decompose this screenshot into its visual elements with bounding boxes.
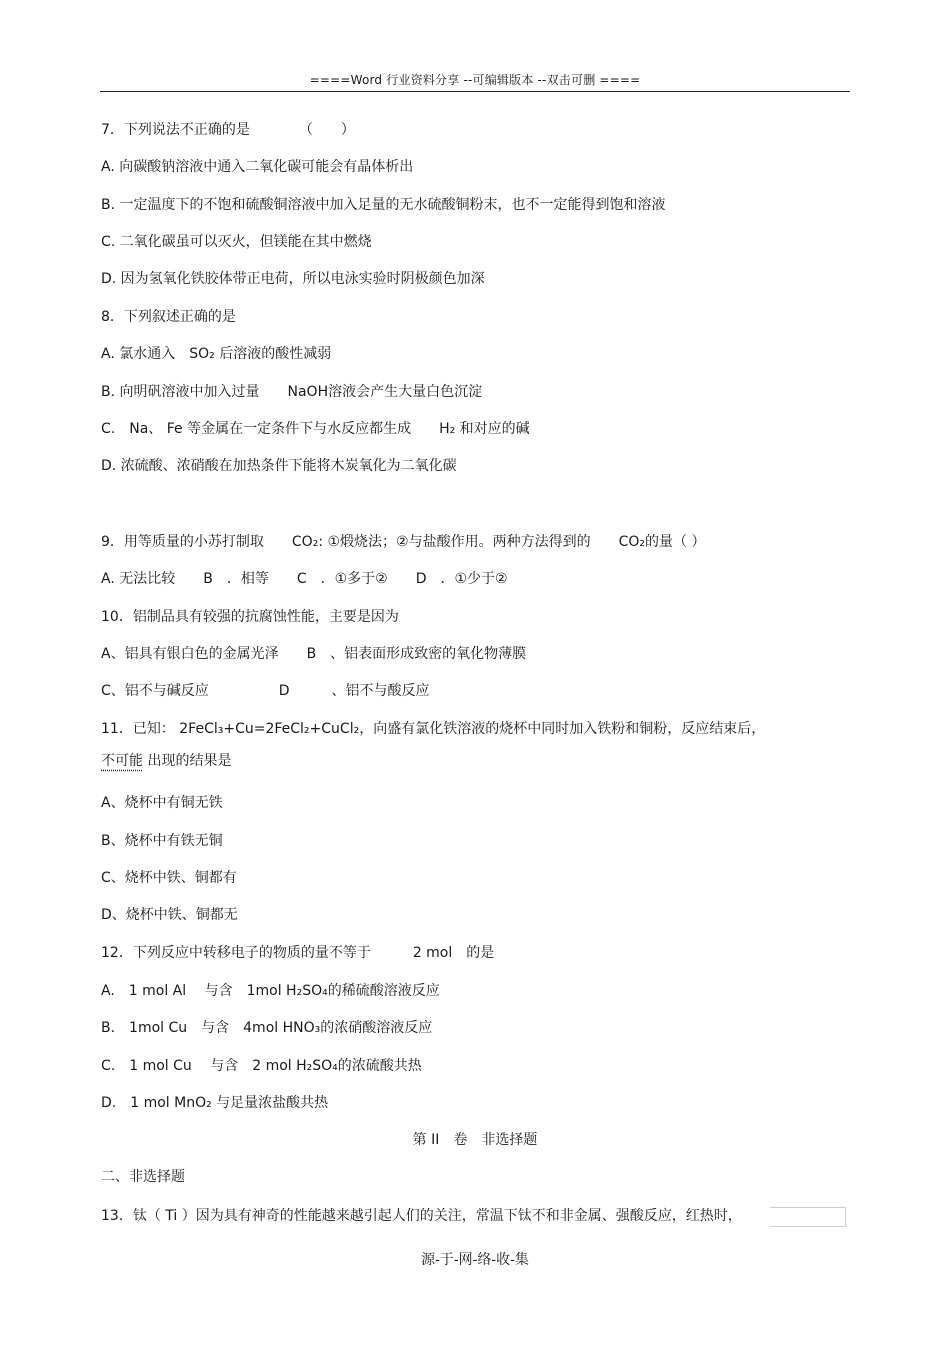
q11-rest: 出现的结果是 xyxy=(143,753,232,769)
text-line: D. 因为氢氧化铁胶体带正电荷，所以电泳实验时阴极颜色加深 xyxy=(101,271,485,287)
text-box-outline xyxy=(770,1207,846,1227)
text-line: 10．铝制品具有较强的抗腐蚀性能，主要是因为 xyxy=(101,609,399,625)
text-line: B. 一定温度下的不饱和硫酸铜溶液中加入足量的无水硫酸铜粉末，也不一定能得到饱和溶液 xyxy=(101,197,666,213)
text-line: 9．用等质量的小苏打制取 CO₂: ①煅烧法；②与盐酸作用。两种方法得到的 CO₂的量（ ） xyxy=(101,534,706,550)
q11-continuation xyxy=(101,752,231,770)
page-header: ====Word 行业资料分享 --可编辑版本 --双击可删 ==== xyxy=(309,73,641,87)
text-line: D. 1 mol MnO₂ 与足量浓盐酸共热 xyxy=(101,1095,329,1111)
emphasis-text: 不可能 xyxy=(101,753,143,769)
text-line: D. 浓硫酸、浓硝酸在加热条件下能将木炭氧化为二氧化碳 xyxy=(101,458,457,474)
text-line: D、烧杯中铁、铜都无 xyxy=(101,907,238,923)
text-line: B. 1mol Cu 与含 4mol HNO₃的浓硝酸溶液反应 xyxy=(101,1020,433,1036)
text-line: 7．下列说法不正确的是 （ ） xyxy=(101,122,355,138)
text-line: A、烧杯中有铜无铁 xyxy=(101,795,223,811)
text-line: C. 二氧化碳虽可以灭火，但镁能在其中燃烧 xyxy=(101,234,372,250)
text-line: A. 1 mol Al 与含 1mol H₂SO₄的稀硫酸溶液反应 xyxy=(101,983,440,999)
text-line: C. Na、 Fe 等金属在一定条件下与水反应都生成 H₂ 和对应的碱 xyxy=(101,421,530,437)
section-title: 第 II 卷 非选择题 xyxy=(412,1132,538,1148)
header-rule xyxy=(100,91,850,92)
text-line: 12．下列反应中转移电子的物质的量不等于 2 mol 的是 xyxy=(101,945,495,961)
page-footer: 源-于-网-络-收-集 xyxy=(421,1252,529,1268)
text-line: A. 氯水通入 SO₂ 后溶液的酸性减弱 xyxy=(101,346,332,362)
text-line: C. 1 mol Cu 与含 2 mol H₂SO₄的浓硫酸共热 xyxy=(101,1058,422,1074)
text-line: B、烧杯中有铁无铜 xyxy=(101,833,223,849)
text-line: A. 向碳酸钠溶液中通入二氧化碳可能会有晶体析出 xyxy=(101,159,414,175)
text-line: 11．已知： 2FeCl₃+Cu=2FeCl₂+CuCl₂，向盛有氯化铁溶液的烧杯中同时加入铁粉和铜粉，反应结束后， xyxy=(101,721,766,737)
text-line: 二、非选择题 xyxy=(101,1169,185,1185)
text-line: C、铝不与碱反应 D 、铝不与酸反应 xyxy=(101,683,430,699)
text-line: 8．下列叙述正确的是 xyxy=(101,309,236,325)
text-line: A、铝具有银白色的金属光泽 B 、铝表面形成致密的氧化物薄膜 xyxy=(101,646,527,662)
text-line: C、烧杯中铁、铜都有 xyxy=(101,870,237,886)
text-line: B. 向明矾溶液中加入过量 NaOH溶液会产生大量白色沉淀 xyxy=(101,384,483,400)
text-line: A. 无法比较 B ．相等 C ．①多于② D ．①少于② xyxy=(101,571,508,587)
text-line: 13．钛（ Ti ）因为具有神奇的性能越来越引起人们的关注，常温下钛不和非金属、强酸反应，红热时， xyxy=(101,1208,742,1224)
